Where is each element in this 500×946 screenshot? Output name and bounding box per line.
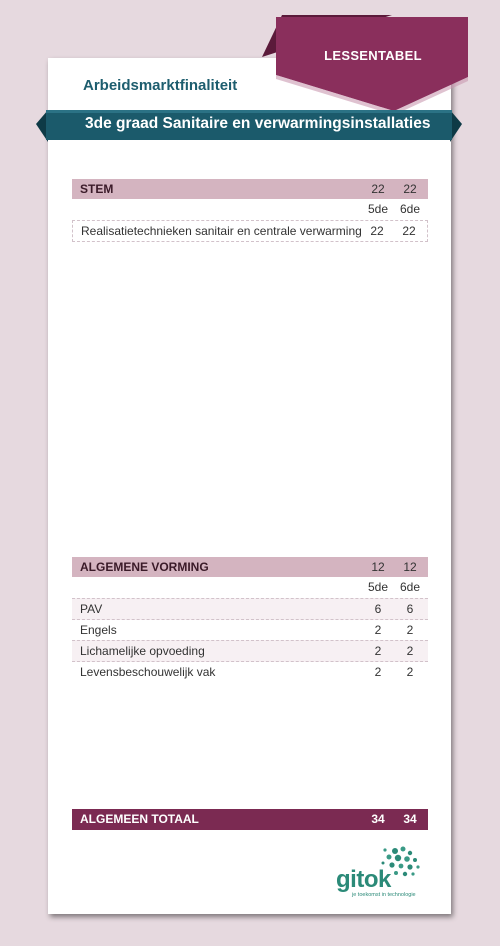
- table-row: [72, 598, 428, 620]
- subject-label: Levensbeschouwelijk vak: [80, 665, 216, 679]
- hours-6: 2: [406, 623, 414, 637]
- gitok-logo: gitok: [336, 866, 391, 893]
- banner-title: 3de graad Sanitaire en verwarmingsinstallaties: [85, 115, 431, 132]
- table-row: [72, 662, 428, 682]
- hours-5: 22: [370, 224, 384, 238]
- subject-label: Lichamelijke opvoeding: [80, 644, 205, 658]
- stem-total-6: 22: [403, 182, 417, 196]
- hours-5: 2: [374, 644, 382, 658]
- hours-5: 6: [374, 602, 382, 616]
- totaal-5: 34: [371, 812, 385, 826]
- hours-6: 2: [406, 665, 414, 679]
- page-subtitle: Arbeidsmarktfinaliteit: [83, 77, 238, 94]
- algemeen-total-5: 12: [371, 560, 385, 574]
- lessentabel-ribbon: [262, 15, 472, 111]
- stem-table: [72, 179, 428, 242]
- hours-5: 2: [374, 665, 382, 679]
- subject-label: PAV: [80, 602, 103, 616]
- year-5-label: 5de: [367, 580, 389, 594]
- algemeen-title: ALGEMENE VORMING: [80, 560, 209, 574]
- year-6-label: 6de: [399, 202, 421, 216]
- hours-6: 6: [406, 602, 414, 616]
- stem-total-5: 22: [371, 182, 385, 196]
- table-row: [72, 640, 428, 662]
- algemeen-totaal-row: [72, 809, 428, 830]
- algemeen-year-row: [72, 577, 428, 598]
- totaal-label: ALGEMEEN TOTAAL: [80, 812, 199, 826]
- stem-title: STEM: [80, 182, 114, 196]
- ribbon-label: LESSENTABEL: [324, 48, 422, 63]
- stem-year-row: [72, 199, 428, 220]
- hours-6: 22: [402, 224, 416, 238]
- stem-header-row: [72, 179, 428, 199]
- table-row: [72, 220, 428, 242]
- algemeen-header-row: [72, 557, 428, 577]
- year-5-label: 5de: [367, 202, 389, 216]
- hours-5: 2: [374, 623, 382, 637]
- table-row: [72, 620, 428, 640]
- year-6-label: 6de: [399, 580, 421, 594]
- algemeen-total-6: 12: [403, 560, 417, 574]
- hours-6: 2: [406, 644, 414, 658]
- algemene-vorming-table: [72, 557, 428, 682]
- subject-label: Realisatietechnieken sanitair en centrale verwarming: [81, 224, 362, 238]
- subject-label: Engels: [80, 623, 117, 637]
- totaal-6: 34: [403, 812, 417, 826]
- gitok-tagline: je toekomst in technologie: [352, 892, 416, 898]
